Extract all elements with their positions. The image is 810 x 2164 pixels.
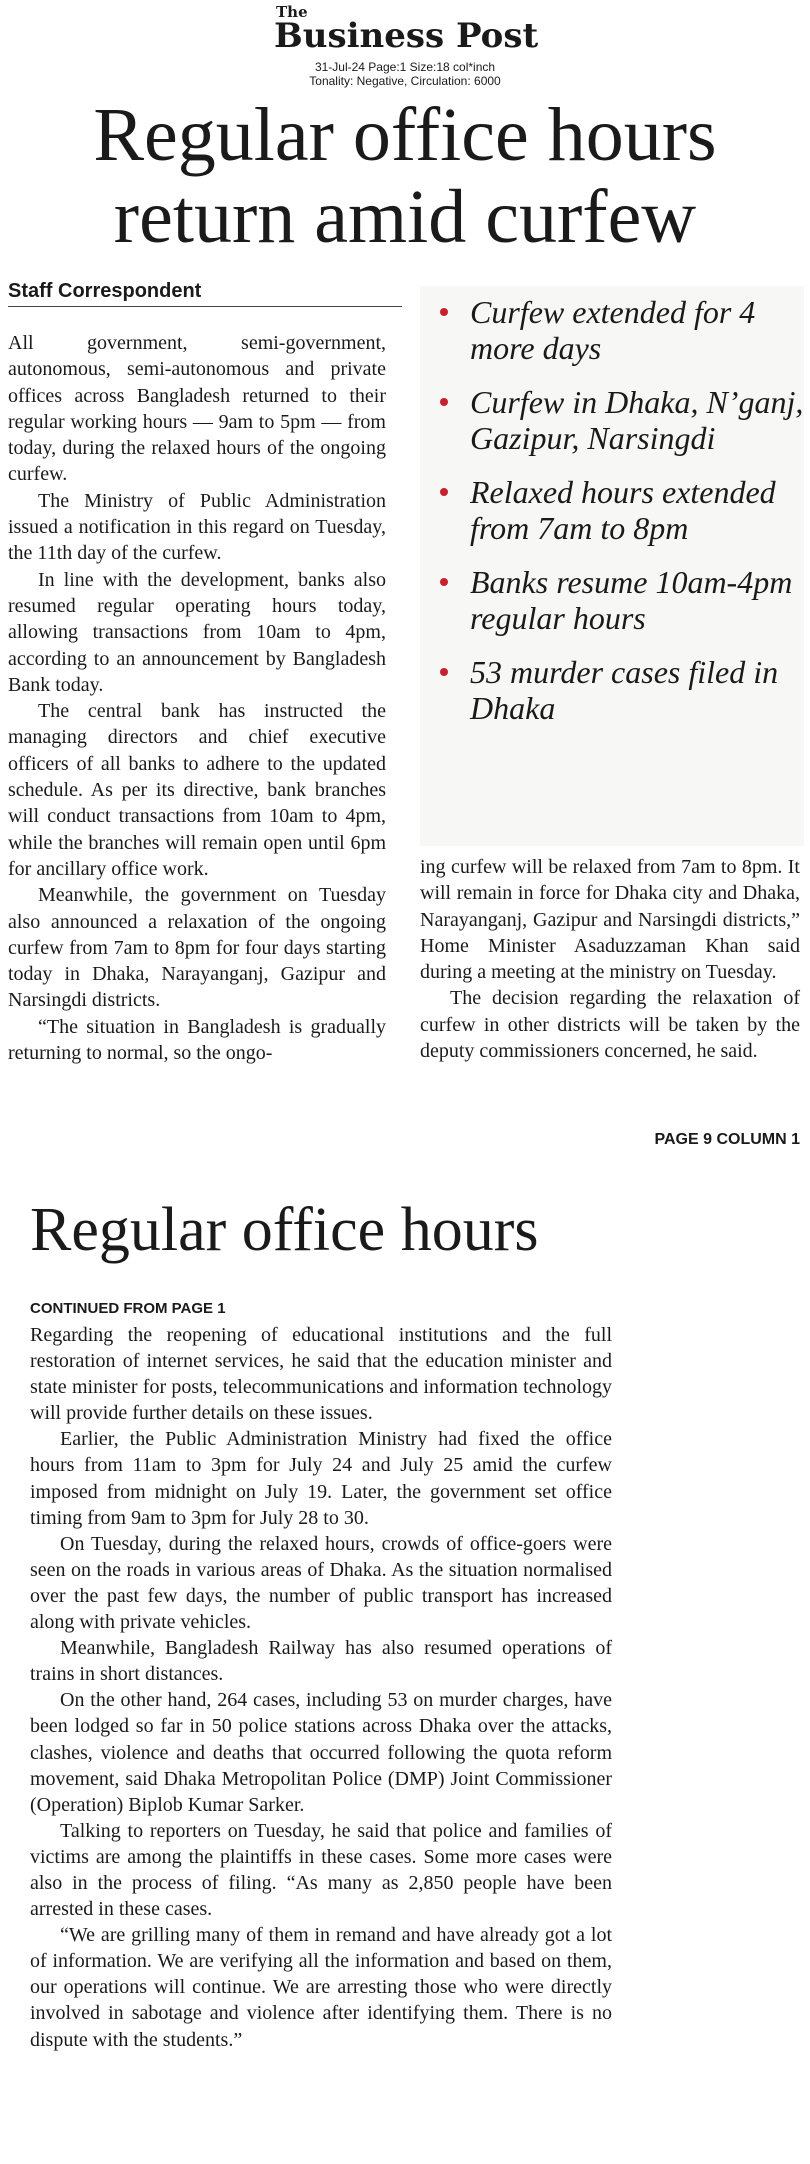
paragraph: Meanwhile, the government on Tuesday also announced a relaxation of the ongoing curfew from 7am to 8pm for four days starting today in Dhaka, Narayanganj, Gazipur and Narsingdi districts.: [8, 884, 386, 1012]
masthead-logo: Business Post: [274, 16, 539, 56]
highlight-item: [420, 294, 804, 366]
article-column-left: [8, 330, 386, 1066]
highlight-item: [420, 474, 804, 546]
continued-from-label: CONTINUED FROM PAGE 1: [30, 1300, 226, 1317]
continuation-headline: Regular office hours: [30, 1196, 539, 1264]
highlight-text: Relaxed hours extended from 7am to 8pm: [470, 474, 776, 546]
bullet-dot-icon: [440, 398, 448, 406]
paragraph: “The situation in Bangladesh is gradually returning to normal, so the ongo-: [8, 1015, 386, 1065]
continued-on-label: PAGE 9 COLUMN 1: [654, 1131, 800, 1148]
paragraph: The Ministry of Public Administration issued a notification in this regard on Tuesday, the 11th day of the curfew.: [8, 489, 386, 565]
paragraph: The decision regarding the relaxation of curfew in other districts will be taken by the deputy commissioners concerned, he said.: [420, 987, 800, 1063]
highlight-item: [420, 384, 804, 456]
paragraph: In line with the development, banks also resumed regular operating hours today, allowing transactions from 10am to 4pm, according to an announcement by Bangladesh Bank today.: [8, 568, 386, 696]
paragraph: On the other hand, 264 cases, including 53 on murder charges, have been lodged so far in 50 police stations across Dhaka over the attacks, clashes, violence and deaths that occurred following the quota reform movement, said Dhaka Metropolitan Police (DMP) Joint Commissioner (Operation) Biplob Kumar Sarker.: [30, 1689, 612, 1816]
headline-line-1: Regular office hours: [93, 93, 717, 177]
highlight-item: [420, 564, 804, 636]
continuation-body: [30, 1322, 612, 2053]
paragraph: Meanwhile, Bangladesh Railway has also resumed operations of trains in short distances.: [30, 1637, 612, 1686]
highlights-box: [420, 286, 804, 846]
bullet-dot-icon: [440, 488, 448, 496]
paragraph: Regarding the reopening of educational institutions and the full restoration of internet services, he said that the education minister and state minister for posts, telecommunications and information technology will provide further details on these issues.: [30, 1324, 612, 1425]
paragraph: Earlier, the Public Administration Ministry had fixed the office hours from 11am to 3pm for July 24 and July 25 amid the curfew imposed from midnight on July 19. Later, the government set office timing from 9am to 3pm for July 28 to 30.: [30, 1428, 612, 1529]
paragraph: The central bank has instructed the managing directors and chief executive officers of all banks to adhere to the updated schedule. As per its directive, bank branches will conduct transactions from 10am to 4pm, while the branches will remain open until 6pm for ancillary office work.: [8, 700, 386, 880]
article-column-right: [420, 854, 800, 1064]
paragraph: ing curfew will be relaxed from 7am to 8pm. It will remain in force for Dhaka city and Dhaka, Narayanganj, Gazipur and Narsingdi districts,” Home Minister Asaduzzaman Khan said during a meeting at the ministry on Tuesday.: [420, 856, 800, 984]
paragraph: On Tuesday, during the relaxed hours, crowds of office-goers were seen on the roads in various areas of Dhaka. As the situation normalised over the past few days, the number of public transport has increased along with private vehicles.: [30, 1532, 612, 1634]
bullet-dot-icon: [440, 308, 448, 316]
highlight-text: 53 murder cases filed in Dhaka: [470, 654, 779, 726]
clipping-meta-tonality: Tonality: Negative, Circulation: 6000: [309, 74, 501, 88]
byline: Staff Correspondent: [8, 280, 202, 302]
bullet-dot-icon: [440, 578, 448, 586]
byline-rule: [8, 306, 402, 307]
highlight-item: [420, 654, 804, 726]
article-headline: [0, 94, 810, 258]
highlight-text: Curfew in Dhaka, N’ganj, Gazipur, Narsingdi: [470, 384, 804, 456]
masthead-the: The: [276, 3, 308, 21]
paragraph: All government, semi-government, autonomous, semi-autonomous and private offices across Bangladesh returned to their regular working hours — 9am to 5pm — from today, during the relaxed hours of the ongoing curfew.: [8, 332, 386, 486]
highlight-text: Banks resume 10am-4pm regular hours: [470, 564, 793, 636]
highlight-text: Curfew extended for 4 more days: [470, 294, 756, 366]
headline-line-2: return amid curfew: [113, 175, 697, 259]
bullet-dot-icon: [440, 668, 448, 676]
clipping-meta-date: 31-Jul-24 Page:1 Size:18 col*inch: [314, 60, 496, 74]
paragraph: Talking to reporters on Tuesday, he said that police and families of victims are among the plaintiffs in these cases. Some more cases were also in the process of filing. “As many as 2,850 people have been arrested in these cases.: [30, 1819, 612, 1921]
paragraph: “We are grilling many of them in remand and have already got a lot of information. We are verifying all the information and based on them, our operations will continue. We are arresting those who were directly involved in sabotage and violence after identifying them. There is no dispute with the students.”: [30, 1924, 612, 2051]
highlights-list: [420, 294, 804, 744]
